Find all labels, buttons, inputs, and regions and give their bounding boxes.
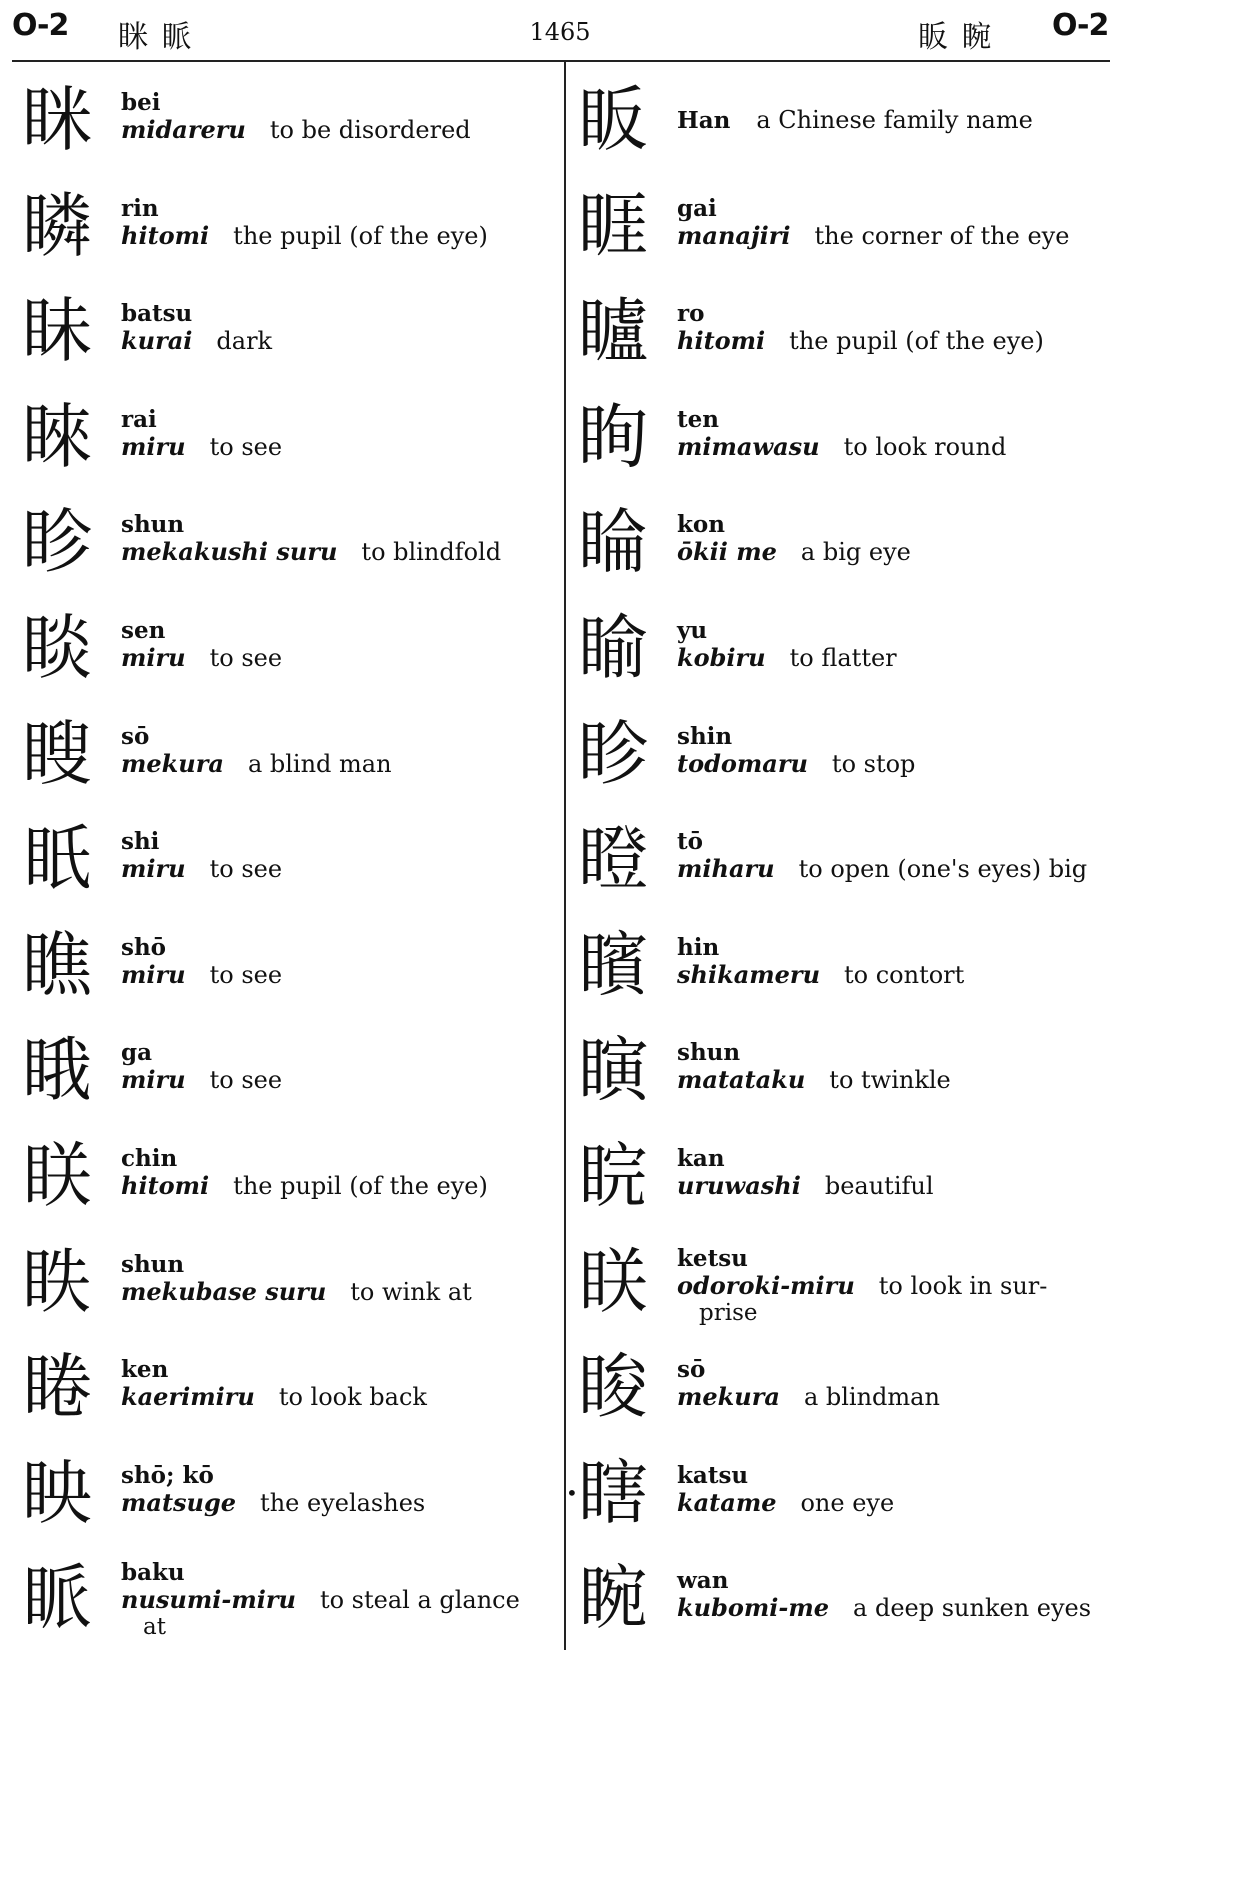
entry-reading: batsu [121, 300, 193, 328]
entry-kanji: 眹 [22, 1134, 92, 1217]
entry-kanji: 眣 [22, 1240, 92, 1323]
entry-english: to stop [831, 749, 916, 778]
entry-reading: katsu [677, 1461, 749, 1489]
entry-english: to see [209, 855, 283, 884]
entry-japanese: mimawasu [677, 431, 820, 461]
entry-kanji: 睮 [578, 606, 648, 689]
entry-mark: • [566, 1480, 578, 1505]
entry-kanji: 眕 [22, 501, 92, 584]
entry-reading: tō [677, 828, 703, 856]
dictionary-entry [22, 379, 556, 485]
header-kanji-right: 眅 睕 [918, 20, 994, 55]
dictionary-entry [578, 1329, 1118, 1435]
entry-reading: baku [121, 1559, 185, 1587]
entry-japanese: odoroki-miru [677, 1270, 855, 1300]
entry-kanji: 睠 [22, 1346, 92, 1429]
entry-reading: wan [677, 1567, 729, 1595]
dictionary-entry [22, 1118, 556, 1224]
entry-japanese: uruwashi [677, 1170, 801, 1200]
entry-japanese: kurai [121, 326, 193, 356]
dictionary-entry [578, 1540, 1118, 1646]
entry-english: to see [209, 960, 283, 989]
entry-english: one eye [800, 1488, 895, 1517]
entry-english: a big eye [800, 538, 911, 567]
section-code-right: O-2 [1052, 8, 1109, 43]
entry-japanese: miru [121, 1065, 186, 1095]
entry-english: the corner of the eye [814, 221, 1070, 250]
entry-reading: hin [677, 933, 720, 961]
entry-japanese: matataku [677, 1065, 806, 1095]
entry-kanji: 瞎 [578, 1451, 648, 1534]
entry-kanji: 眛 [22, 290, 92, 373]
dictionary-entry [22, 590, 556, 696]
entry-reading: kan [677, 1144, 725, 1172]
entry-reading: shi [121, 828, 160, 856]
entry-reading: bei [121, 89, 161, 116]
entry-english: to twinkle [829, 1066, 951, 1095]
entry-english: to contort [844, 960, 965, 989]
entry-reading: ro [677, 300, 705, 328]
dictionary-entry [578, 907, 1118, 1013]
dictionary-entry [22, 801, 556, 907]
entry-japanese: matsuge [121, 1487, 237, 1517]
entry-english: to flatter [789, 643, 897, 672]
entry-english: to look round [843, 432, 1007, 461]
entry-reading: chin [121, 1144, 178, 1172]
entry-kanji: 睔 [578, 501, 648, 584]
dictionary-entry [578, 696, 1118, 802]
entry-japanese: miru [121, 854, 186, 884]
entry-reading: shin [677, 722, 733, 750]
dictionary-entry [578, 168, 1118, 274]
dictionary-entry [578, 801, 1118, 907]
entry-reading: ken [121, 1356, 169, 1384]
entry-japanese: kobiru [677, 642, 766, 672]
entry-english: to be disordered [269, 116, 471, 144]
entry-reading: ten [677, 405, 719, 433]
entry-kanji: 眅 [578, 79, 648, 161]
entry-reading: kon [677, 511, 725, 539]
entry-japanese: midareru [121, 115, 246, 144]
right-column [566, 62, 1118, 1646]
entry-reading: shun [121, 1250, 185, 1278]
entry-kanji: 眏 [22, 1451, 92, 1534]
entry-japanese: todomaru [677, 748, 808, 778]
entry-english: a blindman [803, 1383, 940, 1412]
dictionary-entry [578, 590, 1118, 696]
entry-kanji: 矉 [578, 923, 648, 1006]
entry-continuation: at [143, 1614, 166, 1641]
dictionary-entry [22, 1435, 556, 1541]
entry-reading: ketsu [677, 1244, 748, 1272]
entry-japanese: ōkii me [677, 537, 777, 567]
entry-japanese: mekura [121, 748, 224, 778]
entry-kanji: 睋 [22, 1029, 92, 1112]
entry-english: to see [209, 432, 283, 461]
entry-kanji: 睞 [22, 395, 92, 478]
dictionary-entry [22, 62, 556, 168]
dictionary-entry [22, 1329, 556, 1435]
dictionary-entry [578, 273, 1118, 379]
entry-japanese: miru [121, 642, 186, 672]
entry-english: the pupil (of the eye) [233, 1171, 488, 1200]
entry-english: to see [209, 643, 283, 672]
entry-english: to look back [278, 1383, 427, 1412]
entry-japanese: manajiri [677, 220, 791, 250]
entry-kanji: 睆 [578, 1134, 648, 1217]
entry-reading: sō [677, 1356, 706, 1384]
entry-english: the pupil (of the eye) [233, 221, 488, 250]
entry-japanese: miru [121, 959, 186, 989]
entry-kanji: 瞵 [22, 184, 92, 267]
entry-japanese: katame [677, 1487, 777, 1517]
entry-english: the eyelashes [260, 1488, 426, 1517]
entry-reading: yu [677, 616, 708, 644]
dictionary-entry [22, 273, 556, 379]
entry-japanese: miharu [677, 854, 775, 884]
entry-japanese: hitomi [121, 220, 210, 250]
entry-reading: sen [121, 616, 166, 644]
entry-japanese: kubomi-me [677, 1593, 830, 1623]
entry-kanji: 睃 [578, 1346, 648, 1429]
column-divider [564, 62, 566, 1650]
dictionary-entry [578, 1118, 1118, 1224]
entry-kanji: 睕 [578, 1557, 648, 1640]
entry-japanese: miru [121, 431, 186, 461]
entry-reading: rin [121, 194, 159, 222]
entry-kanji: 矑 [578, 290, 648, 373]
entry-english: a Chinese family name [756, 106, 1033, 134]
entry-kanji: 眴 [578, 395, 648, 478]
entry-reading: Han [677, 107, 731, 134]
entry-kanji: 眯 [22, 79, 92, 161]
entry-reading: gai [677, 194, 717, 222]
entry-english: dark [216, 327, 273, 356]
entry-japanese: hitomi [677, 326, 766, 356]
dictionary-entry [22, 168, 556, 274]
entry-reading: sō [121, 722, 150, 750]
entry-reading: shun [121, 511, 185, 539]
dictionary-entry [22, 696, 556, 802]
entry-english: to open (one's eyes) big [798, 855, 1088, 884]
dictionary-entry [22, 1224, 556, 1330]
entry-kanji: 睚 [578, 184, 648, 267]
entry-reading: shun [677, 1039, 741, 1067]
dictionary-entry [22, 1540, 556, 1646]
entry-japanese: mekakushi suru [121, 537, 338, 567]
entry-japanese: mekubase suru [121, 1276, 327, 1306]
dictionary-entry [578, 1224, 1118, 1330]
entry-english: to see [209, 1066, 283, 1095]
dictionary-entry [566, 1435, 1118, 1541]
entry-kanji: 瞧 [22, 923, 92, 1006]
dictionary-entry [578, 484, 1118, 590]
entry-japanese: hitomi [121, 1170, 210, 1200]
dictionary-entry [22, 907, 556, 1013]
dictionary-entry [578, 1012, 1118, 1118]
entry-japanese: shikameru [677, 959, 821, 989]
entry-kanji: 瞪 [578, 818, 648, 901]
entry-reading: rai [121, 405, 157, 433]
entry-japanese: kaerimiru [121, 1382, 255, 1412]
entry-english: beautiful [824, 1171, 934, 1200]
entry-english: to steal a glance [319, 1586, 520, 1615]
entry-japanese: nusumi-miru [121, 1585, 296, 1615]
dictionary-entry [22, 1012, 556, 1118]
entry-english: to blindfold [361, 538, 502, 567]
dictionary-entry [22, 484, 556, 590]
entry-reading: shō [121, 933, 167, 961]
entry-continuation: prise [699, 1299, 758, 1326]
entry-kanji: 瞚 [578, 1029, 648, 1112]
entry-reading: shō; kō [121, 1461, 214, 1489]
left-column [22, 62, 556, 1646]
entry-kanji: 眂 [22, 818, 92, 901]
page-number: 1465 [529, 18, 591, 46]
entry-kanji: 睒 [22, 606, 92, 689]
entry-kanji: 眹 [578, 1240, 648, 1323]
header-kanji-left: 眯 眽 [118, 20, 194, 55]
dictionary-entry [578, 62, 1118, 168]
entry-japanese: mekura [677, 1382, 780, 1412]
entry-kanji: 眕 [578, 712, 648, 795]
entry-kanji: 眽 [22, 1557, 92, 1640]
dictionary-entry [578, 379, 1118, 485]
entry-english: a deep sunken eyes [853, 1594, 1092, 1623]
entry-reading: ga [121, 1039, 152, 1067]
entry-kanji: 瞍 [22, 712, 92, 795]
entry-english: to look in sur- [878, 1271, 1048, 1300]
entry-english: the pupil (of the eye) [789, 327, 1044, 356]
section-code-left: O-2 [12, 8, 69, 43]
entry-english: a blind man [247, 749, 392, 778]
entry-english: to wink at [350, 1277, 472, 1306]
